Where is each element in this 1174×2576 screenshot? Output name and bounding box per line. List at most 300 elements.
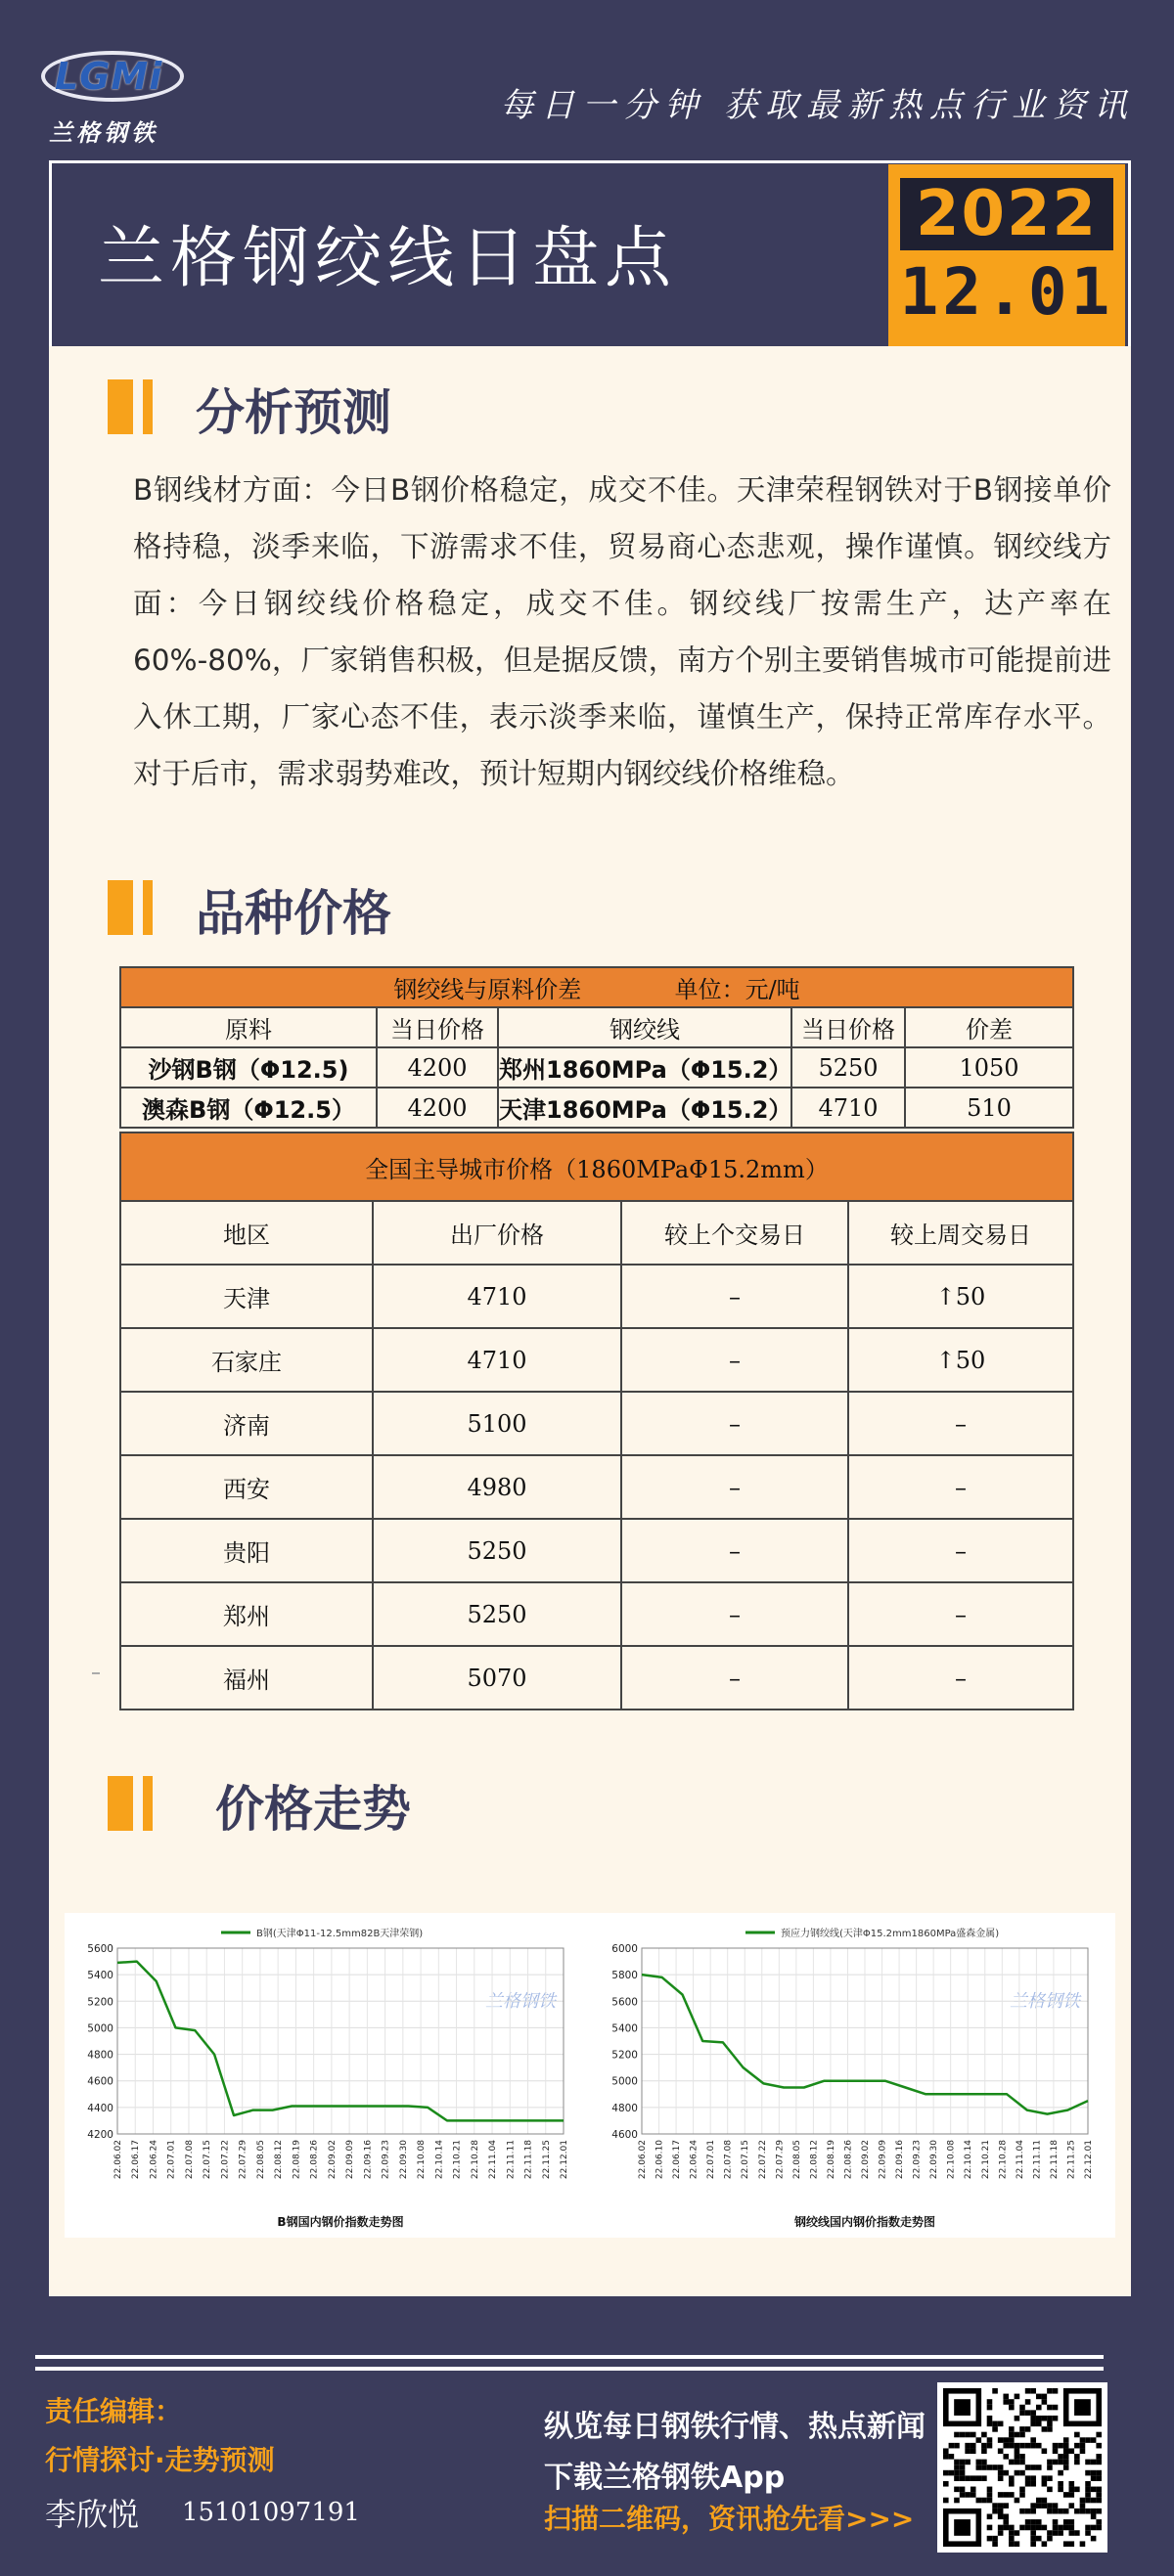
qr-module — [1047, 2426, 1053, 2432]
logo-name: 兰格钢铁 — [49, 118, 158, 147]
qr-module — [1003, 2503, 1009, 2509]
qr-module — [1030, 2443, 1036, 2449]
date-day: 12.01 — [899, 254, 1114, 330]
y-tick-label: 5800 — [611, 1970, 638, 1982]
qr-module — [1025, 2399, 1031, 2405]
y-tick-label: 4800 — [87, 2049, 113, 2062]
legend-label: B钢(天津Φ11-12.5mm82B天津荣钢) — [256, 1929, 424, 1939]
qr-module — [1085, 2470, 1091, 2476]
city-cell: 郑州 — [120, 1582, 373, 1646]
weekly-change-cell: – — [848, 1519, 1073, 1582]
qr-module — [1025, 2519, 1031, 2525]
qr-module — [1036, 2503, 1042, 2509]
qr-module — [954, 2470, 960, 2476]
qr-module — [1015, 2498, 1020, 2504]
x-tick-label: 22.09.30 — [929, 2140, 940, 2180]
qr-module — [981, 2432, 987, 2438]
qr-module — [987, 2443, 993, 2449]
city-cell: 贵阳 — [120, 1519, 373, 1582]
legend-label: 预应力钢绞线(天津Φ15.2mm1860MPa盛森金属) — [781, 1929, 1000, 1939]
qr-module — [1080, 2498, 1086, 2504]
qr-module — [943, 2498, 949, 2504]
table-row — [120, 1455, 1073, 1519]
x-tick-label: 22.11.18 — [1049, 2140, 1060, 2180]
qr-module — [1009, 2541, 1015, 2547]
spread-title: 钢绞线与原料价差 — [393, 976, 582, 1003]
qr-module — [1085, 2525, 1091, 2531]
qr-module — [971, 2432, 976, 2438]
table-row — [120, 1519, 1073, 1582]
qr-module — [1047, 2460, 1053, 2465]
qr-module — [987, 2465, 993, 2470]
y-tick-label: 4400 — [87, 2102, 113, 2114]
x-tick-label: 22.12.01 — [560, 2140, 569, 2180]
qr-module — [1019, 2460, 1025, 2465]
qr-module — [1030, 2421, 1036, 2427]
table-header-row — [120, 1201, 1073, 1265]
lgmi-logo — [41, 43, 188, 151]
qr-module — [1091, 2509, 1097, 2514]
table-row — [120, 1392, 1073, 1455]
qr-module — [998, 2448, 1004, 2454]
qr-module — [943, 2454, 949, 2460]
weekly-change-cell: ↑50 — [848, 1265, 1073, 1328]
qr-module — [1019, 2405, 1025, 2411]
qr-module — [1009, 2437, 1015, 2443]
daily-change-cell: – — [621, 1646, 848, 1710]
price-cell: 5100 — [373, 1392, 621, 1455]
qr-module — [1025, 2443, 1031, 2449]
x-tick-label: 22.11.11 — [506, 2140, 517, 2180]
qr-module — [1009, 2399, 1015, 2405]
qr-module — [1063, 2525, 1069, 2531]
y-tick-label: 5600 — [611, 1996, 638, 2009]
qr-module — [1068, 2530, 1074, 2536]
qr-module — [1068, 2448, 1074, 2454]
x-tick-label: 22.08.26 — [843, 2140, 854, 2180]
qr-module — [1096, 2443, 1102, 2449]
x-tick-label: 22.07.22 — [220, 2140, 231, 2180]
x-tick-label: 22.10.21 — [980, 2140, 991, 2180]
qr-module — [1058, 2460, 1063, 2465]
x-tick-label: 22.08.05 — [255, 2140, 266, 2180]
qr-module — [998, 2492, 1004, 2498]
daily-change-cell: – — [621, 1582, 848, 1646]
weekly-change-cell: – — [848, 1582, 1073, 1646]
qr-module — [1019, 2454, 1025, 2460]
qr-module — [987, 2421, 993, 2427]
qr-module — [1025, 2481, 1031, 2487]
qr-module — [1074, 2443, 1080, 2449]
qr-module — [1030, 2509, 1036, 2514]
qr-module — [1042, 2481, 1048, 2487]
editor-label: 责任编辑： — [45, 2395, 183, 2427]
qr-module — [1030, 2530, 1036, 2536]
qr-module — [1074, 2530, 1080, 2536]
series-line — [117, 1962, 564, 2121]
spread-caption — [120, 967, 1073, 1007]
qr-module — [1074, 2460, 1080, 2465]
qr-module — [1036, 2416, 1042, 2421]
qr-module — [1009, 2530, 1015, 2536]
y-tick-label: 4600 — [611, 2129, 638, 2141]
qr-module — [987, 2405, 993, 2411]
qr-module — [1053, 2509, 1059, 2514]
x-tick-label: 22.06.10 — [655, 2140, 665, 2180]
qr-module — [1058, 2487, 1063, 2493]
spread-table — [119, 966, 1074, 1129]
qr-module — [1025, 2388, 1031, 2394]
qr-module — [987, 2487, 993, 2493]
x-tick-label: 22.10.21 — [452, 2140, 463, 2180]
qr-module — [1019, 2432, 1025, 2438]
qr-module — [1036, 2525, 1042, 2531]
qr-module — [992, 2388, 998, 2394]
qr-module — [1015, 2470, 1020, 2476]
x-tick-label: 22.07.29 — [238, 2140, 248, 2180]
qr-module — [998, 2503, 1004, 2509]
y-tick-label: 5000 — [611, 2075, 638, 2088]
qr-module — [976, 2437, 982, 2443]
qr-module — [960, 2465, 966, 2470]
qr-module — [1096, 2454, 1102, 2460]
qr-module — [1015, 2530, 1020, 2536]
qr-module — [1036, 2519, 1042, 2525]
content-card — [49, 346, 1131, 2296]
table-row — [120, 1088, 1073, 1128]
qr-module — [1091, 2437, 1097, 2443]
qr-module — [1003, 2525, 1009, 2531]
qr-module — [1009, 2492, 1015, 2498]
qr-module — [1053, 2503, 1059, 2509]
qr-module — [1030, 2475, 1036, 2481]
qr-module — [981, 2448, 987, 2454]
qr-module — [1003, 2443, 1009, 2449]
qr-module — [992, 2465, 998, 2470]
heading-bar — [108, 880, 133, 935]
daily-change-cell: – — [621, 1328, 848, 1392]
qr-module — [1025, 2465, 1031, 2470]
qr-module — [1063, 2541, 1069, 2547]
qr-module — [1019, 2492, 1025, 2498]
x-tick-label: 22.11.25 — [541, 2140, 552, 2180]
qr-module — [1053, 2525, 1059, 2531]
qr-module — [971, 2487, 976, 2493]
qr-module — [1030, 2536, 1036, 2542]
qr-module — [998, 2475, 1004, 2481]
qr-module — [1025, 2475, 1031, 2481]
qr-module — [1096, 2432, 1102, 2438]
table-row — [120, 1047, 1073, 1088]
qr-module — [1030, 2519, 1036, 2525]
qr-module — [1009, 2475, 1015, 2481]
table-cell: 4200 — [377, 1088, 498, 1128]
city-cell: 西安 — [120, 1455, 373, 1519]
x-tick-label: 22.06.02 — [113, 2140, 123, 2180]
heading-bar — [143, 880, 153, 935]
qr-module — [976, 2475, 982, 2481]
qr-module — [992, 2426, 998, 2432]
qr-module — [987, 2536, 993, 2542]
qr-module — [1003, 2399, 1009, 2405]
qr-module — [992, 2536, 998, 2542]
x-tick-label: 22.11.25 — [1066, 2140, 1077, 2180]
table-cell: 5250 — [791, 1047, 905, 1088]
x-tick-label: 22.09.23 — [912, 2140, 923, 2180]
trend-heading — [108, 1770, 597, 1839]
qr-module — [1003, 2470, 1009, 2476]
qr-module — [1074, 2432, 1080, 2438]
qr-module — [987, 2399, 993, 2405]
qr-module — [1047, 2388, 1053, 2394]
city-cell: 济南 — [120, 1392, 373, 1455]
y-tick-label: 4200 — [87, 2129, 113, 2141]
qr-module — [1036, 2465, 1042, 2470]
qr-module — [1025, 2525, 1031, 2531]
chart-title: 钢绞线国内钢价指数走势图 — [793, 2215, 936, 2229]
header-cell: 当日价格 — [377, 1007, 498, 1047]
daily-change-cell: – — [621, 1519, 848, 1582]
trend-title: 价格走势 — [215, 1781, 411, 1838]
qr-module — [1042, 2448, 1048, 2454]
x-tick-label: 22.06.17 — [672, 2140, 683, 2180]
qr-module — [1091, 2460, 1097, 2465]
qr-module — [1003, 2492, 1009, 2498]
qr-module — [998, 2530, 1004, 2536]
qr-module — [1068, 2492, 1074, 2498]
qr-module — [1068, 2481, 1074, 2487]
x-tick-label: 22.10.28 — [998, 2140, 1009, 2180]
qr-module — [1030, 2410, 1036, 2416]
qr-module — [1085, 2481, 1091, 2487]
qr-module — [1085, 2437, 1091, 2443]
qr-module — [1063, 2437, 1069, 2443]
qr-module — [976, 2498, 982, 2504]
qr-module — [1015, 2416, 1020, 2421]
qr-module — [1025, 2410, 1031, 2416]
qr-module — [1025, 2509, 1031, 2514]
city-cell: 天津 — [120, 1265, 373, 1328]
qr-module — [1080, 2509, 1086, 2514]
table-cell: 510 — [905, 1088, 1073, 1128]
qr-module — [1030, 2503, 1036, 2509]
x-tick-label: 22.07.08 — [723, 2140, 734, 2180]
qr-module — [1030, 2437, 1036, 2443]
qr-module — [1068, 2519, 1074, 2525]
qr-module — [992, 2541, 998, 2547]
daily-change-cell: – — [621, 1455, 848, 1519]
qr-module — [1096, 2475, 1102, 2481]
x-tick-label: 22.10.14 — [964, 2140, 974, 2180]
analysis-text: B钢线材方面：今日B钢价格稳定，成交不佳。天津荣程钢铁对于B钢接单价格持稳，淡季来临，下游需求不佳，贸易商心态悲观，操作谨慎。钢绞线方面：今日钢绞线价格稳定，成交不佳。钢绞线厂按需生产，达产率在60%-80%，厂家销售积极，但是据反馈，南方个别主要销售城市可能提前进入休工期，厂家心态不佳，表示淡季来临，谨慎生产，保持正常库存水平。对于后市，需求弱势难改，预计短期内钢绞线价格维稳。 — [133, 473, 1111, 790]
qr-module — [1019, 2470, 1025, 2476]
divider-mark — [92, 1672, 100, 1674]
table-cell: 4710 — [791, 1088, 905, 1128]
x-tick-label: 22.09.02 — [327, 2140, 338, 2180]
qr-module — [965, 2460, 971, 2465]
qr-module — [1053, 2530, 1059, 2536]
qr-code[interactable] — [937, 2382, 1107, 2553]
qr-module — [1019, 2487, 1025, 2493]
qr-module — [1047, 2421, 1053, 2427]
x-tick-label: 22.09.09 — [878, 2140, 888, 2180]
qr-module — [1091, 2525, 1097, 2531]
table-row — [120, 1646, 1073, 1710]
y-tick-label: 5200 — [87, 1996, 113, 2009]
qr-module — [1058, 2470, 1063, 2476]
x-tick-label: 22.10.08 — [417, 2140, 428, 2180]
qr-module — [1042, 2394, 1048, 2400]
qr-module — [971, 2443, 976, 2449]
qr-module — [954, 2465, 960, 2470]
qr-module — [987, 2437, 993, 2443]
qr-module — [981, 2460, 987, 2465]
qr-module — [1019, 2410, 1025, 2416]
qr-module — [1053, 2416, 1059, 2421]
qr-module — [1091, 2498, 1097, 2504]
divider-line — [35, 2355, 1104, 2359]
heading-bar — [108, 1776, 133, 1831]
price-cell: 5250 — [373, 1582, 621, 1646]
table-cell: 1050 — [905, 1047, 1073, 1088]
table-cell: 沙钢B钢（Φ12.5) — [120, 1047, 377, 1088]
qr-module — [1009, 2443, 1015, 2449]
price-cell: 4980 — [373, 1455, 621, 1519]
qr-module — [1030, 2388, 1036, 2394]
weekly-change-cell: – — [848, 1455, 1073, 1519]
qr-module — [1015, 2443, 1020, 2449]
qr-module — [1096, 2509, 1102, 2514]
x-tick-label: 22.06.17 — [131, 2140, 142, 2180]
qr-module — [1068, 2503, 1074, 2509]
qr-module — [1058, 2509, 1063, 2514]
x-tick-label: 22.08.26 — [309, 2140, 320, 2180]
y-tick-label: 4800 — [611, 2102, 638, 2114]
qr-module — [1009, 2525, 1015, 2531]
qr-module — [992, 2503, 998, 2509]
qr-module — [1036, 2421, 1042, 2427]
x-tick-label: 22.11.04 — [1015, 2140, 1025, 2180]
qr-module — [1030, 2525, 1036, 2531]
x-tick-label: 22.11.18 — [523, 2140, 534, 2180]
strand-chart-svg — [589, 1913, 1098, 2238]
x-tick-label: 22.10.08 — [946, 2140, 957, 2180]
y-tick-label: 4600 — [87, 2075, 113, 2088]
qr-module — [1036, 2536, 1042, 2542]
qr-module — [998, 2437, 1004, 2443]
qr-module — [1036, 2394, 1042, 2400]
qr-module — [960, 2470, 966, 2476]
weekly-change-cell: – — [848, 1392, 1073, 1455]
qr-module — [1063, 2492, 1069, 2498]
qr-module — [1053, 2519, 1059, 2525]
qr-finder — [954, 2519, 971, 2536]
qr-module — [1053, 2448, 1059, 2454]
city-cell: 石家庄 — [120, 1328, 373, 1392]
price-cell: 5250 — [373, 1519, 621, 1582]
qr-module — [949, 2443, 955, 2449]
qr-module — [954, 2460, 960, 2465]
logo-letters: LGMi — [55, 55, 163, 98]
qr-module — [965, 2448, 971, 2454]
heading-bar — [143, 379, 153, 434]
qr-module — [965, 2475, 971, 2481]
x-tick-label: 22.09.30 — [398, 2140, 409, 2180]
qr-module — [1080, 2443, 1086, 2449]
qr-module — [1042, 2503, 1048, 2509]
x-tick-label: 22.08.05 — [791, 2140, 802, 2180]
qr-module — [1036, 2405, 1042, 2411]
footer-divider — [35, 2355, 1104, 2371]
qr-module — [1047, 2465, 1053, 2470]
header-cell: 较上个交易日 — [621, 1201, 848, 1265]
y-tick-label: 5400 — [611, 2022, 638, 2035]
qr-module — [1085, 2487, 1091, 2493]
qr-module — [981, 2498, 987, 2504]
analysis-heading — [108, 374, 499, 442]
chart-title: B钢国内钢价指数走势图 — [277, 2215, 404, 2229]
qr-module — [1053, 2405, 1059, 2411]
y-tick-label: 6000 — [611, 1943, 638, 1955]
qr-module — [987, 2416, 993, 2421]
qr-module — [1047, 2536, 1053, 2542]
qr-module — [987, 2498, 993, 2504]
qr-module — [1080, 2503, 1086, 2509]
qr-module — [943, 2448, 949, 2454]
qr-module — [1036, 2498, 1042, 2504]
qr-module — [1063, 2454, 1069, 2460]
price-cell: 4710 — [373, 1265, 621, 1328]
qr-module — [1019, 2525, 1025, 2531]
qr-module — [1009, 2460, 1015, 2465]
qr-module — [1015, 2454, 1020, 2460]
qr-module — [965, 2432, 971, 2438]
qr-module — [1019, 2443, 1025, 2449]
price-cell: 4710 — [373, 1328, 621, 1392]
qr-module — [1096, 2487, 1102, 2493]
qr-module — [1047, 2475, 1053, 2481]
qr-module — [960, 2475, 966, 2481]
header-cell: 价差 — [905, 1007, 1073, 1047]
qr-module — [1080, 2541, 1086, 2547]
qr-module — [960, 2487, 966, 2493]
qr-module — [998, 2509, 1004, 2514]
header-cell: 出厂价格 — [373, 1201, 621, 1265]
qr-module — [1015, 2460, 1020, 2465]
qr-module — [1015, 2448, 1020, 2454]
qr-module — [1074, 2487, 1080, 2493]
charts-panel — [65, 1913, 1115, 2238]
qr-module — [1068, 2525, 1074, 2531]
heading-bar — [143, 1776, 153, 1831]
qr-finder — [1074, 2399, 1091, 2416]
qr-module — [1003, 2513, 1009, 2519]
qr-module — [998, 2465, 1004, 2470]
x-tick-label: 22.09.02 — [861, 2140, 871, 2180]
bsteel-chart-svg — [65, 1913, 573, 2238]
qr-module — [971, 2492, 976, 2498]
qr-code-icon — [943, 2388, 1102, 2547]
qr-module — [1058, 2443, 1063, 2449]
header-cell: 较上周交易日 — [848, 1201, 1073, 1265]
x-tick-label: 22.06.02 — [638, 2140, 648, 2180]
city-price-table — [119, 1132, 1074, 1710]
prices-title: 品种价格 — [196, 885, 391, 942]
qr-module — [1030, 2465, 1036, 2470]
y-tick-label: 5000 — [87, 2022, 113, 2035]
qr-module — [1063, 2448, 1069, 2454]
qr-module — [943, 2481, 949, 2487]
